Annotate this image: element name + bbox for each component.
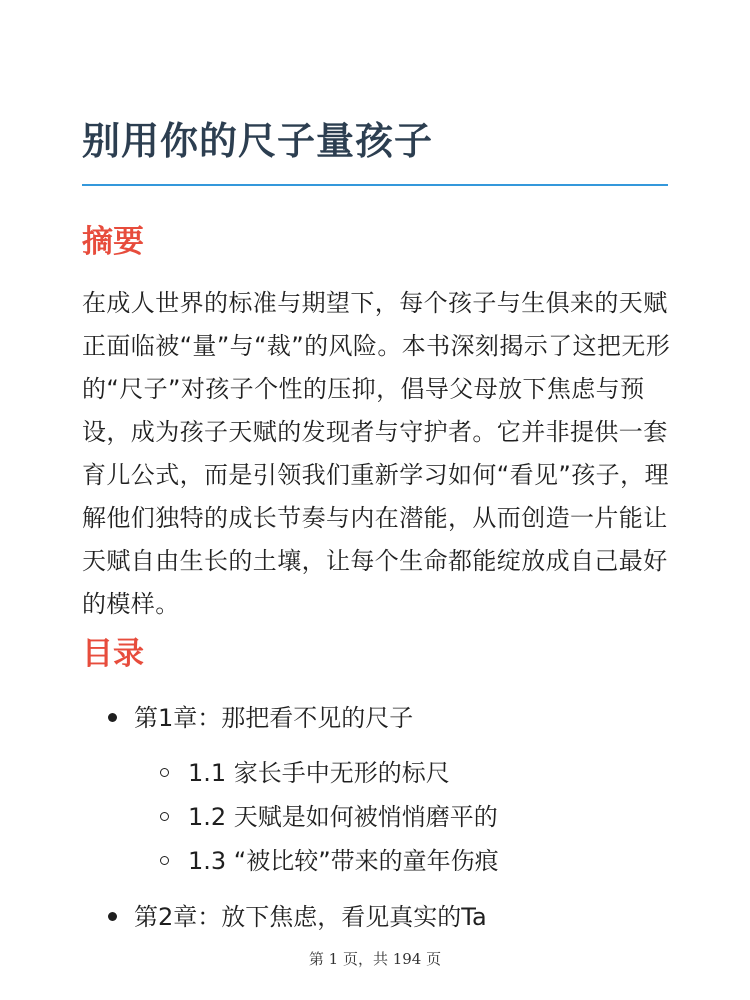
- bullet-dot-icon: [108, 912, 117, 921]
- toc-section-1-1[interactable]: [160, 755, 450, 791]
- summary-paragraph: 在成人世界的标准与期望下，每个孩子与生俱来的天赋正面临被“量”与“裁”的风险。本书深刻揭示了这把无形的“尺子”对孩子个性的压抑，倡导父母放下焦虑与预设，成为孩子天赋的发现者与守护者。它并非提供一套育儿公式，而是引领我们重新学习如何“看见”孩子，理解他们独特的成长节奏与内在潜能，从而创造一片能让天赋自由生长的土壤，让每个生命都能绽放成自己最好的模样。: [82, 289, 671, 618]
- summary-heading: 摘要: [82, 224, 144, 260]
- bullet-circle-icon: [160, 812, 169, 821]
- toc-chapter-label: 第2章：放下焦虑，看见真实的Ta: [134, 903, 487, 931]
- toc-section-label: 1.2 天赋是如何被悄悄磨平的: [188, 803, 498, 831]
- title-divider: [82, 184, 668, 186]
- toc-section-label: 1.3 “被比较”带来的童年伤痕: [188, 847, 499, 875]
- bullet-circle-icon: [160, 856, 169, 865]
- toc-chapter-2[interactable]: [108, 899, 487, 935]
- page-number-footer: 第 1 页，共 194 页: [308, 950, 442, 968]
- bullet-circle-icon: [160, 768, 169, 777]
- toc-section-1-3[interactable]: [160, 843, 499, 879]
- book-title: 别用你的尺子量孩子: [82, 119, 434, 163]
- toc-chapter-label: 第1章：那把看不见的尺子: [134, 704, 414, 732]
- toc-chapter-1[interactable]: [108, 700, 413, 736]
- bullet-dot-icon: [108, 713, 117, 722]
- toc-section-label: 1.1 家长手中无形的标尺: [188, 759, 450, 787]
- toc-heading: 目录: [82, 636, 144, 672]
- toc-section-1-2[interactable]: [160, 799, 498, 835]
